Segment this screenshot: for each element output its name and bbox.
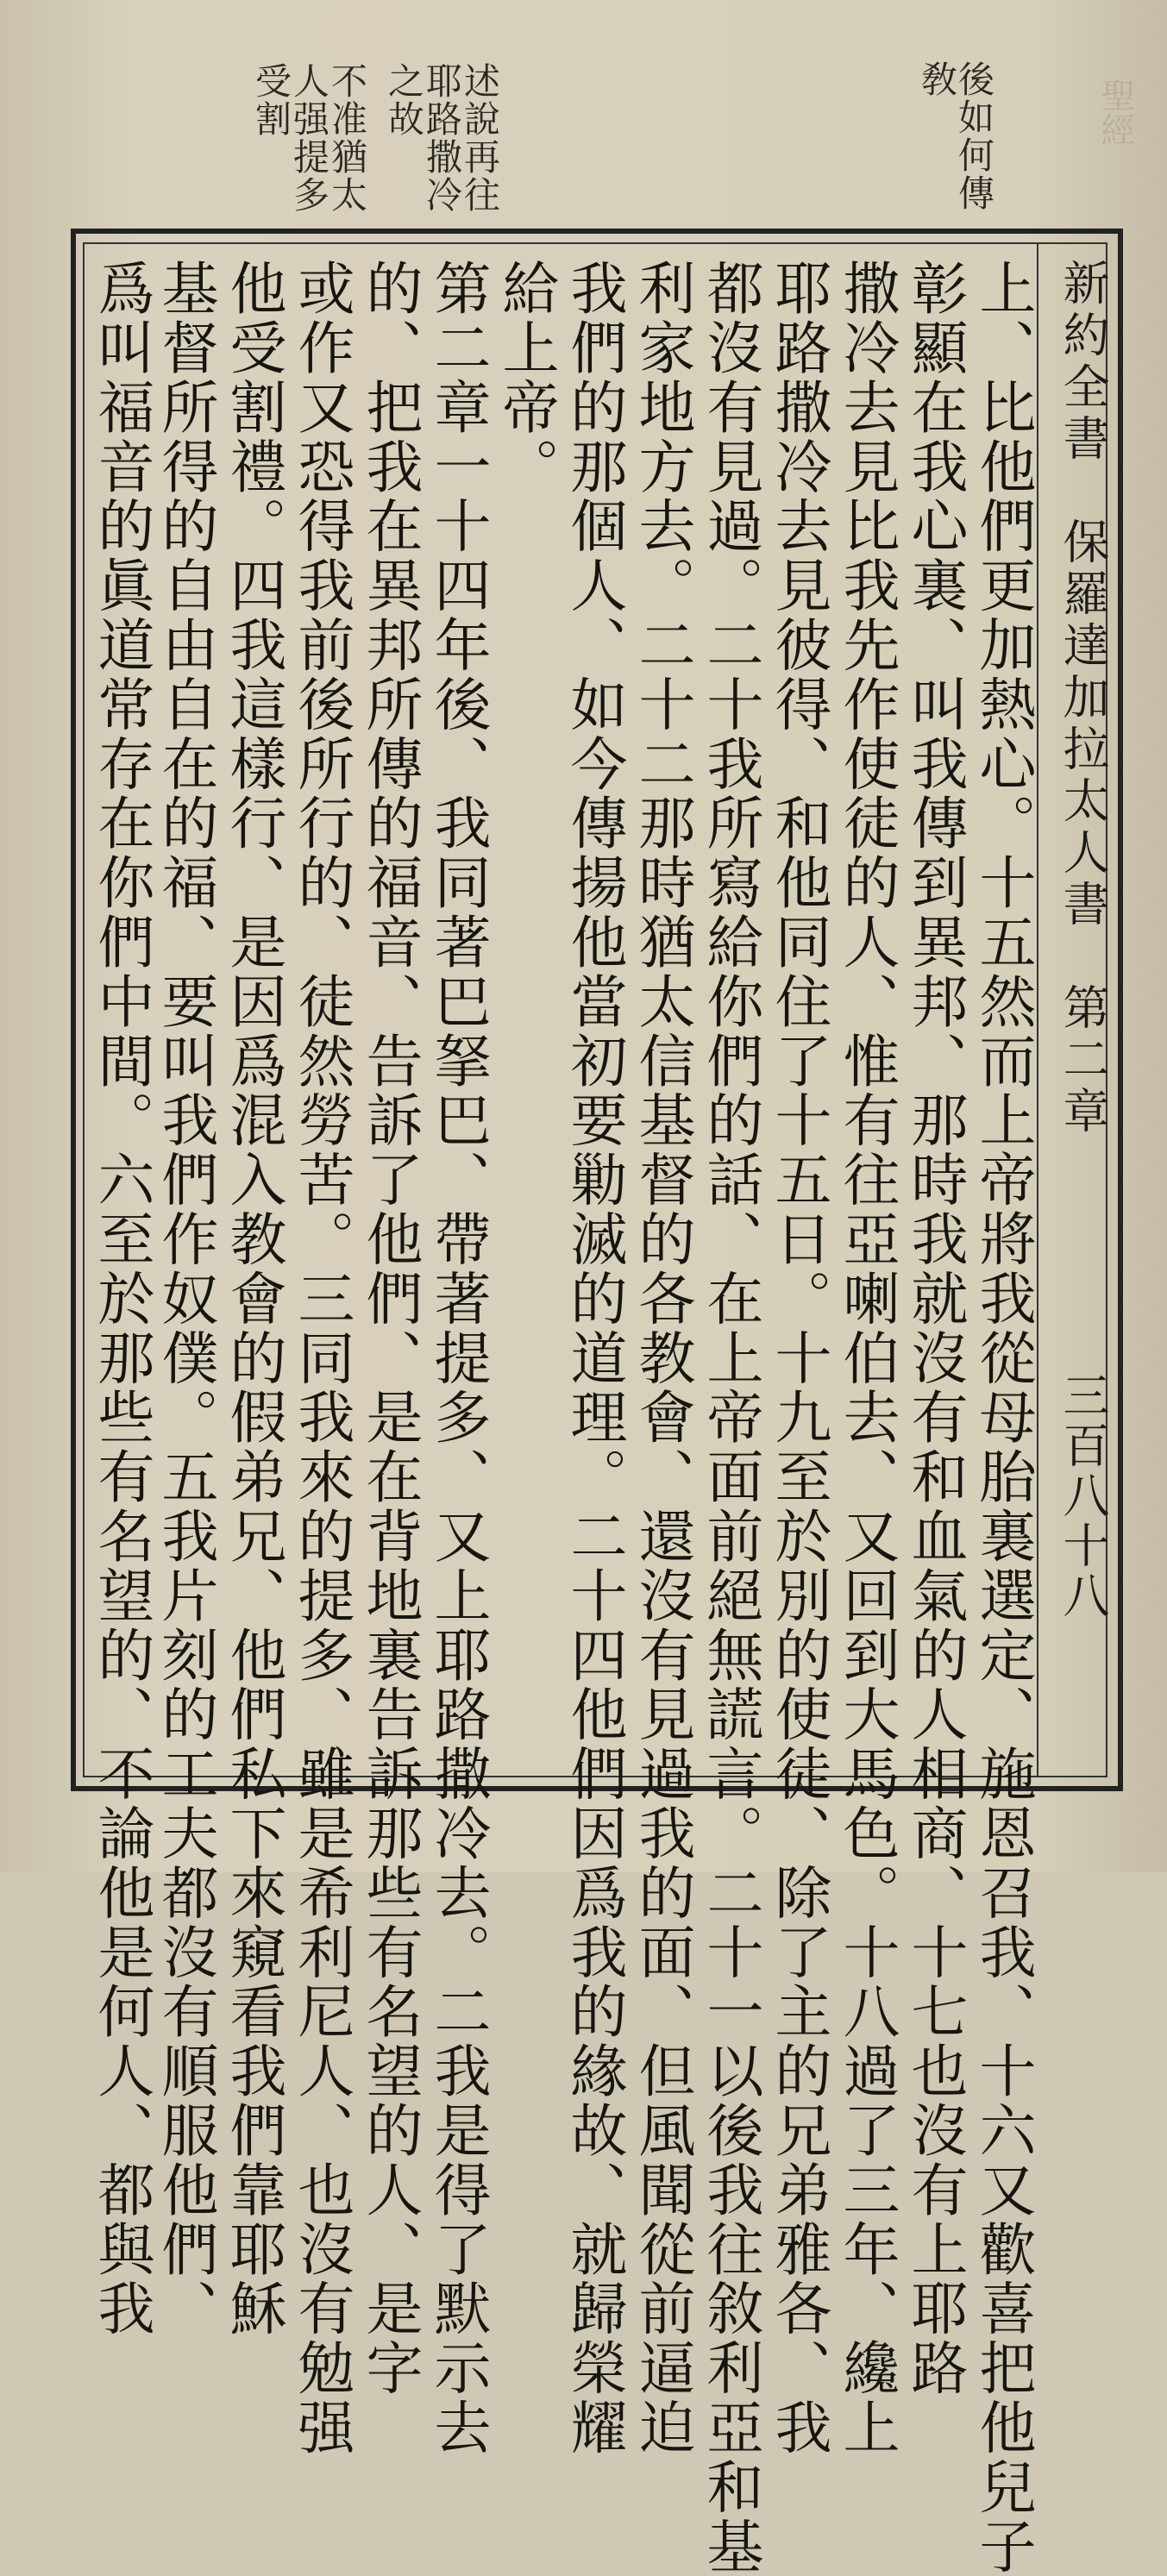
running-header: 新約全書 保羅達加拉太人書 第二章 [1056,259,1110,1138]
body-column: 耶路撒冷去見彼得、和他同住了十五日。十九至於別的使徒、除了主的兄弟雅各、我 [765,259,831,2458]
margin-note: 耶路撒冷 [421,62,463,214]
body-column: 第二章一十四年後、我同著巴拏巴、帶著提多、又上耶路撒冷去。二我是得了默示去 [424,259,491,2458]
body-column: 基督所得的自由自在的福、要叫我們作奴僕。五我片刻的工夫都沒有順服他們、 [152,259,218,2339]
margin-note: 人强提多 [288,62,330,214]
bleed-through-text: 聖經 [1095,78,1135,147]
header-divider [1037,244,1038,1776]
margin-note: 敎 [916,60,958,98]
body-column: 爲叫福音的眞道常存在你們中間。六至於那些有名望的、不論他是何人、都與我 [88,259,154,2339]
body-column: 我們的那個人、如今傳揚他當初要勦滅的道理。二十四他們因爲我的緣故、就歸榮耀 [561,259,627,2458]
body-column: 上、比他們更加熱心。十五然而上帝將我從母胎裏選定、施恩召我、十六又歡喜把他兒子 [969,259,1036,2576]
body-column: 的、把我在異邦所傳的福音、告訴了他們、是在背地裏告訴那些有名望的人、是字 [356,259,423,2398]
page-number: 三百八十八 [1056,1371,1110,1621]
body-column: 給上帝。 [493,259,559,497]
body-column: 彰顯在我心裏、叫我傳到異邦、那時我就沒有和血氣的人相商、十七也沒有上耶路 [901,259,968,2398]
body-column: 都沒有見過。二十我所寫給你們的話、在上帝面前絕無謊言。二十一以後我往敘利亞和基 [697,259,763,2576]
margin-note: 後如何傳 [953,60,995,212]
body-column: 或作又恐得我前後所行的、徒然勞苦。三同我來的提多、雖是希利尼人、也沒有勉强 [288,259,354,2458]
margin-note: 不准猶太 [326,62,368,214]
body-column: 撒冷去見比我先作使徒的人、惟有往亞喇伯去、又回到大馬色。十八過了三年、纔上 [833,259,900,2458]
body-column: 他受割禮。四我這樣行、是因爲混入教會的假弟兄、他們私下來窺看我們靠耶穌 [220,259,286,2339]
body-column: 利家地方去。二十二那時猶太信基督的各教會、還沒有見過我的面、但風聞從前逼迫 [629,259,695,2458]
margin-note: 述說再往 [459,62,501,214]
margin-note: 受割 [250,62,292,138]
margin-note: 之故 [383,62,425,138]
